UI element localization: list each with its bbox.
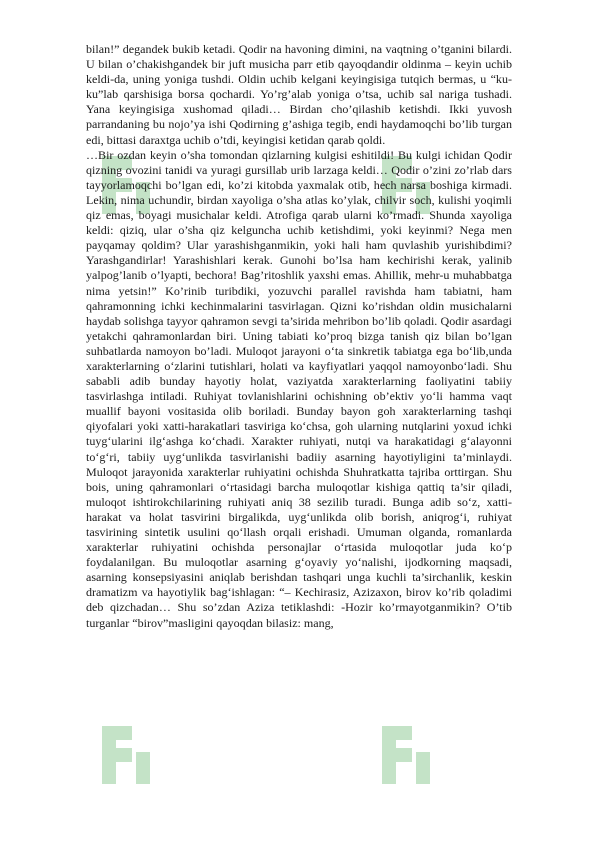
paragraph: …Bir ozdan keyin o’sha tomondan qizlarning kulgisi eshitildi! Bu kulgi ichidan Qodir qizning ovozini tanidi va yuragi gursillab urib larzaga keldi… Qodir o’zini zo’rlab dars tayyorlamoqchi bo’lgan edi, ko’zi kitobda yaxmalak otib, hech narsa boshiga kirmadi. Lekin, nima uchundir, birdan xayoliga o’sha atlas ko’ylak, chilvir soch, kulishi yoqimli qiz emas, boyagi musichalar keldi. Atrofiga qarab ularni ko’rmadi. Shunda xayoliga keldi: qiziq, ular o’sha qiz kelguncha uchib ketishdimi, yoki keyinmi? Nega men payqamay qoldim? Ular yarashishganmikin, yoki hali ham quvlashib yurishibdimi? Yarashgandirlar! Yarashishlari kerak. Gunohi bo’lsa ham kechirishi kerak, yalinib yalpog’lanib o’lyapti, bechora! Bag’ritoshlik yaxshi emas. Ahillik, mehr-u muhabbatga nima yetsin!” Ko’rinib turibdiki, yozuvchi parallel ravishda ham tabiatni, ham qahramonning ichki kechinmalarini tasvirlagan. Qizni ko’rishdan oldin musichalarni haydab solishga tayyor qahramon sevgi ta’sirida mehribon bo’lib qoladi. Qodir asardagi yetakchi qahramonlardan biri. Uning tabiati ko’proq bizga tanish qiz bilan bo’lgan suhbatlarda namoyon bo’ladi. Muloqot jarayoni o‘ta sinkretik tabiatga ega bo‘lib,unda xarakterlarning o‘zlarini tutishlari, holati va kayfiyatlari yaqqol namoyonbo‘ladi. Shu sababli adib bunday hayotiy holat, vaziyatda xarakterlarning faoliyatini tabiiy tasvirlashga intiladi. Ruhiyat tovlanishlarini ochishning ob’ektiv yo‘li hamma vaqt muallif bayoni vositasida olib boriladi. Bunday bayon goh xarakterlarning tashqi qiyofalari yoki xatti-harakatlari tasviriga ko‘chsa, goh ularning nutqlarini yoxud ichki tuyg‘ularini ilg‘ashga ko‘chadi. Xarakter ruhiyati, nutqi va harakatidagi g‘alayonni to‘g‘ri, tabiiy uyg‘unlikda tasvirlanishi badiiy asarning hayotiyligini ta’minlaydi. Muloqot jarayonida xarakterlar ruhiyatini ochishda Shuhratkatta tajriba orttirgan. Shu bois, uning qahramonlari o‘rtasidagi barcha muloqotlar kishiga qattiq ta’sir qiladi, muloqot ishtirokchilarining ruhiyati aniq 38 sezilib turadi. Bunga adib so‘z, xatti-harakat va holat tasvirini birgalikda, uyg‘unlikda olib borish, aniqrog‘i, ruhiyat tasvirining sintetik usulini qo‘llash orqali erishadi. Umuman olganda, romanlarda xarakterlar ruhiyatini ochishda personajlar o‘rtasida muloqotlar juda ko‘p foydalanilgan. Bu muloqotlar asarning g‘oyaviy yo‘nalishi, ijodkorning maqsadi, asarning konsepsiyasini aniqlab berishdan tashqari unga kuchli ta’sirchanlik, keskin dramatizm va hayotiylik bag‘ishlagan: “– Kechirasiz, Azizaxon, birov ko’rib qoladimi deb qizchadan… Shu so’zdan Aziza tetiklashdi: -Hozir ko’rmayotganmikin? O’tib turganlar “birov”masligini qayoqdan bilasiz: mang, (86, 147, 512, 630)
watermark-logo-icon (372, 722, 434, 788)
body-text (86, 42, 512, 631)
paragraph: bilan!” degandek bukib ketadi. Qodir na havoning dimini, na vaqtning o’tganini bilardi. U bilan o’chakishgandek bir juft musicha parr etib qayoqdandir oldinma – keyin uchib keldi-da, uning yoniga tushdi. Oldin uchib kelgani keyingisiga tutqich bermas, u “ku-ku”lab qarshisiga borsa qochardi. Yo’rg’alab yoniga o’tsa, uchib sal nariga tushadi. Yana keyingisiga xushomad qiladi… Birdan cho’qilashib ketishdi. Ikki yuvosh parrandaning bu nojo’ya ishi Qodirning g’ashiga tegib, endi haydamoqchi bo’lib turgan edi, bittasi daraxtga uchib o’tdi, keyingisi ketidan qarab qoldi. (86, 42, 512, 147)
watermark-logo-icon (92, 722, 154, 788)
